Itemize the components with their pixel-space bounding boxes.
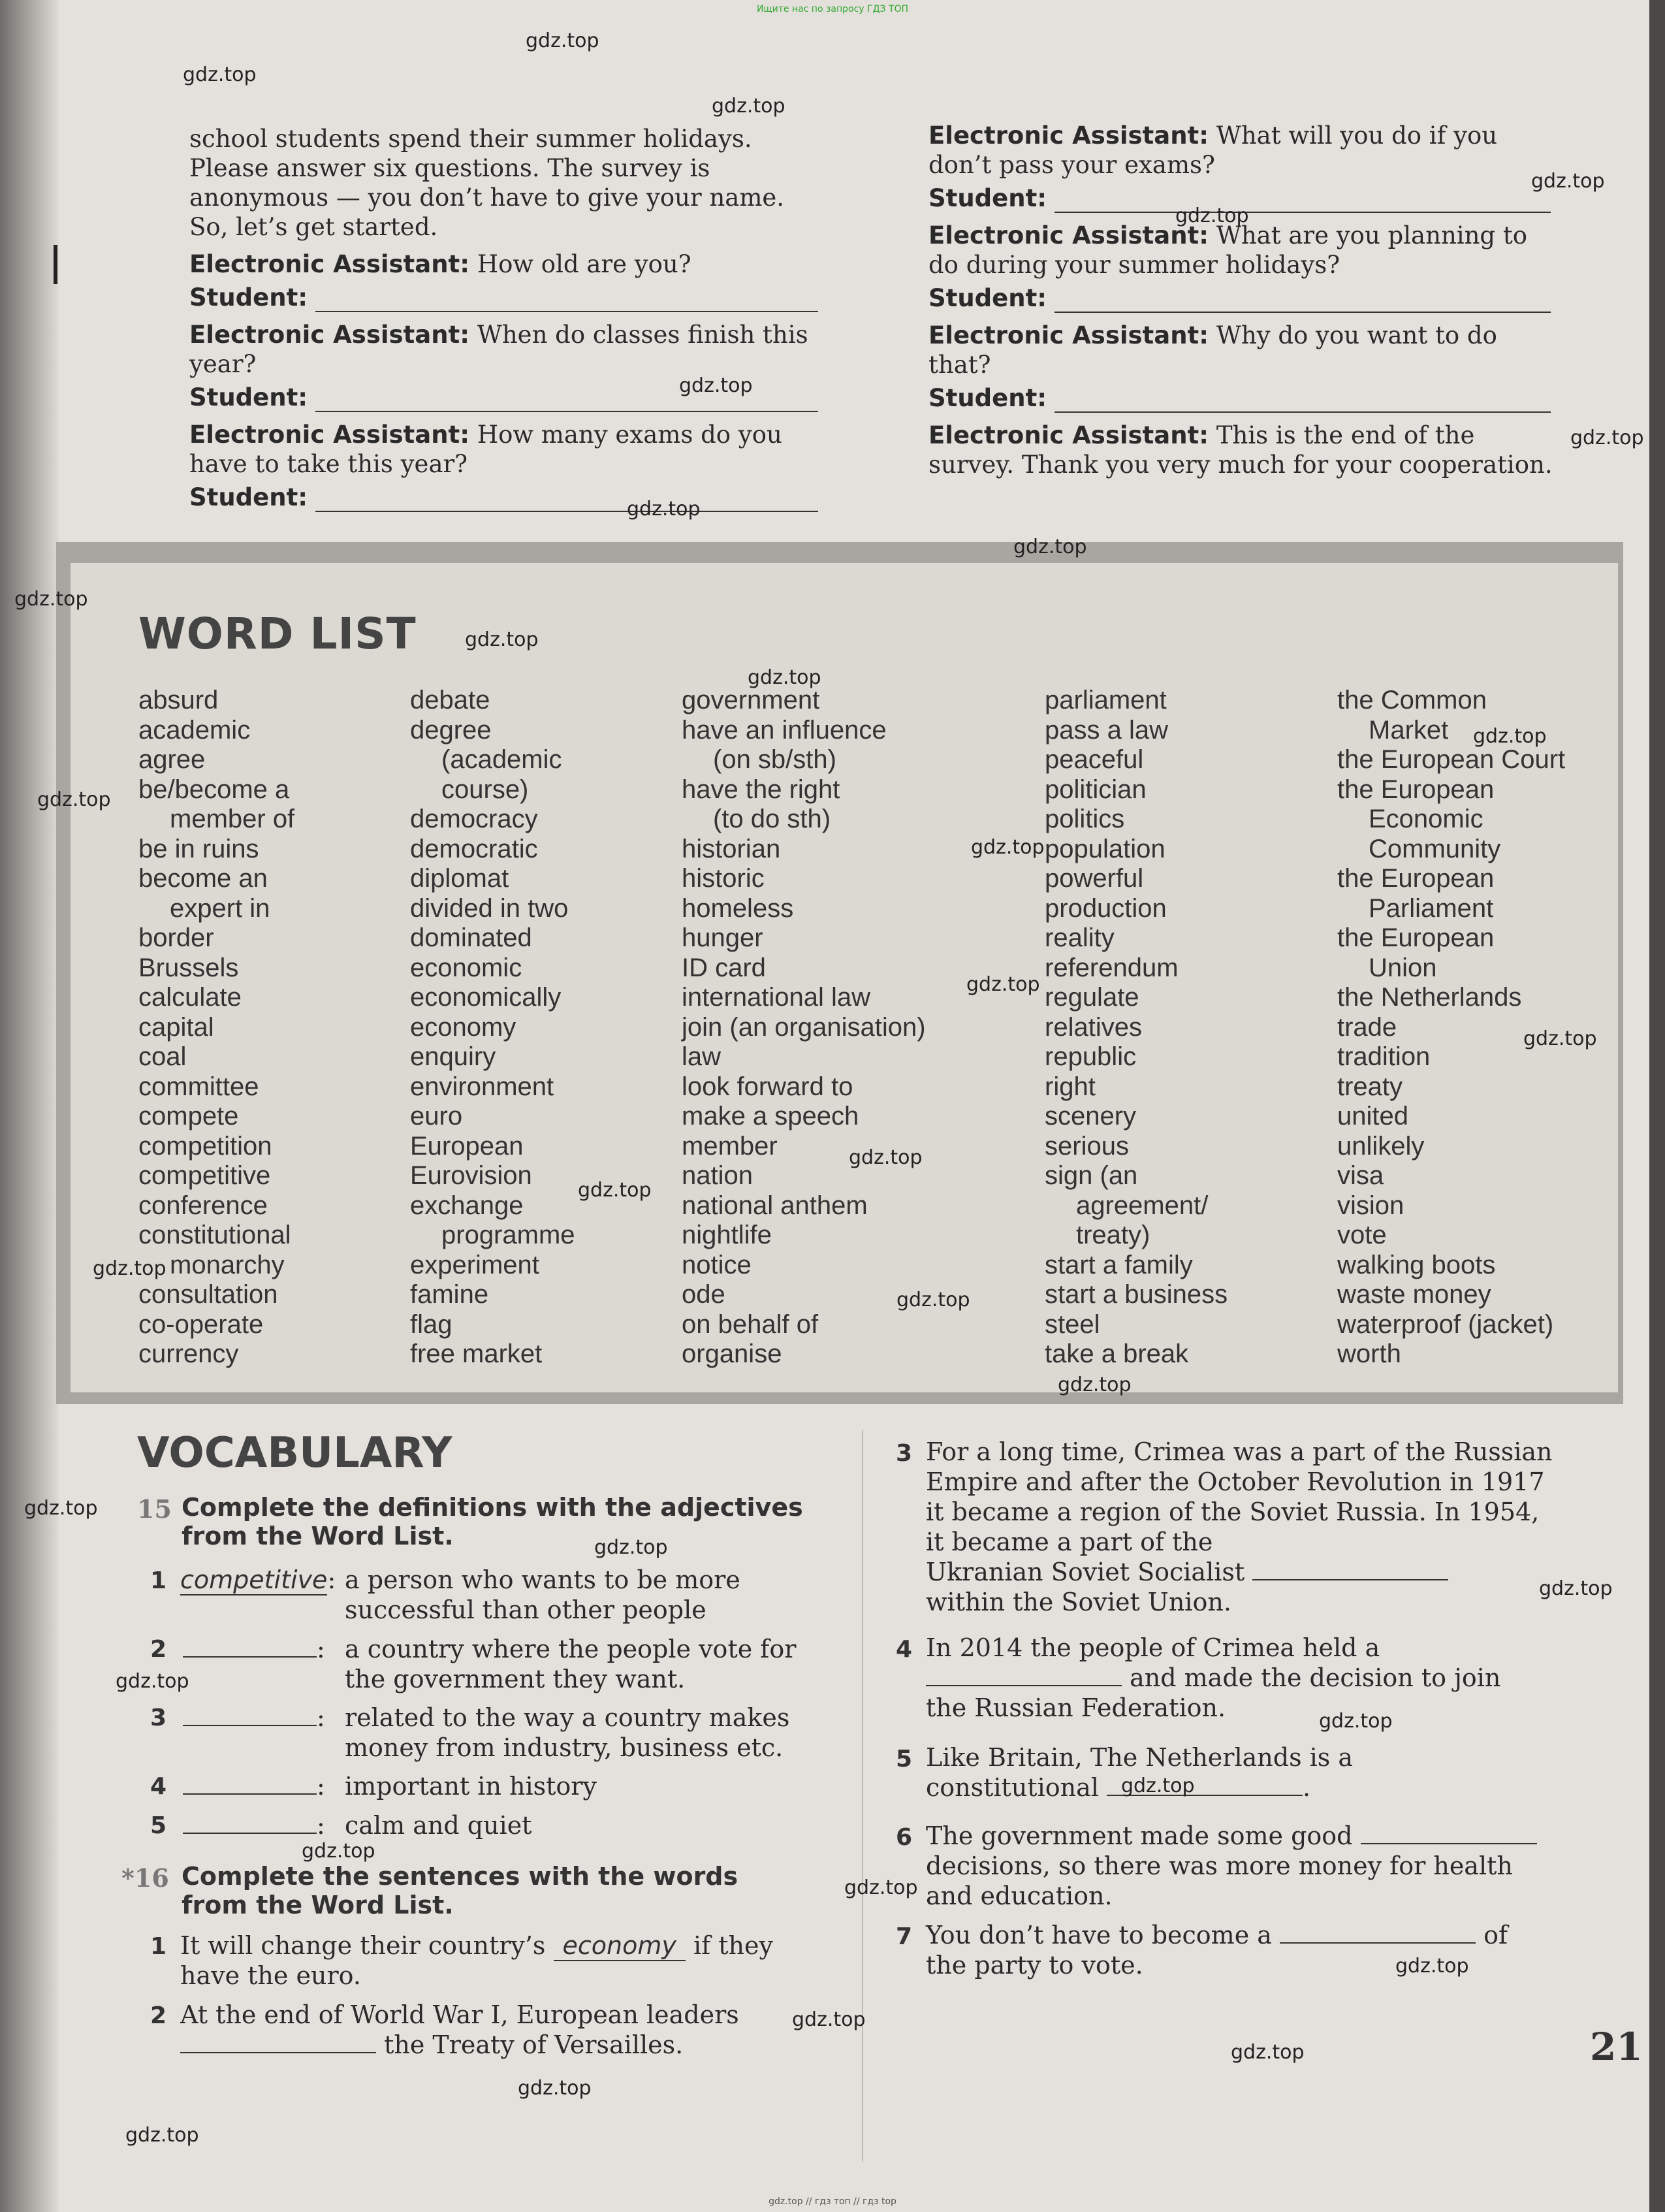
watermark: gdz.top xyxy=(1395,1955,1469,1978)
watermark: gdz.top xyxy=(1231,2041,1305,2064)
answer-line[interactable] xyxy=(1054,291,1551,313)
word-list-entry: be in ruins xyxy=(138,834,259,863)
word-list-entry: calculate xyxy=(138,983,242,1012)
word-list-entry: co-operate xyxy=(138,1309,264,1339)
question-text: How many exams do you have to take this year? xyxy=(189,421,782,478)
word-list-entry: waterproof (jacket) xyxy=(1337,1309,1554,1339)
watermark: gdz.top xyxy=(1473,725,1547,748)
survey-question xyxy=(928,321,1555,413)
word-list-entry: national anthem xyxy=(682,1191,868,1220)
word-list-entry: committee xyxy=(138,1072,259,1101)
sentence-part: constitutional xyxy=(926,1773,1099,1802)
item-number: 5 xyxy=(150,1812,167,1839)
word-list-entry: Union xyxy=(1369,953,1437,982)
word-list-entry: sign (an xyxy=(1045,1161,1138,1190)
word-list-entry: Brussels xyxy=(138,953,239,982)
exercise-16-instruction: Complete the sentences with the words from the Word List. xyxy=(182,1862,738,1919)
word-list-entry: trade xyxy=(1337,1012,1397,1042)
word-list-entry: start a business xyxy=(1045,1280,1228,1309)
definition-text: a person who wants to be more successful than other people xyxy=(345,1565,740,1624)
watermark: gdz.top xyxy=(116,1670,189,1693)
watermark: gdz.top xyxy=(1175,204,1249,227)
word-list-entry: international law xyxy=(682,983,871,1012)
word-list-entry: constitutional xyxy=(138,1221,291,1249)
word-list-entry: treaty) xyxy=(1076,1221,1150,1249)
survey-question xyxy=(189,320,816,412)
word-list-entry: parliament xyxy=(1045,686,1167,714)
sentence-part: the Treaty of Versailles. xyxy=(384,2030,684,2059)
word-list-entry: Eurovision xyxy=(410,1161,532,1190)
answer-line[interactable] xyxy=(926,1664,1122,1686)
word-list-entry: economically xyxy=(410,983,562,1012)
word-list-entry: agreement/ xyxy=(1076,1191,1209,1220)
item-number: 2 xyxy=(150,1636,167,1663)
watermark: gdz.top xyxy=(844,1876,918,1899)
answer-line[interactable] xyxy=(1280,1921,1476,1944)
question-text: What are you planning to do during your summer holidays? xyxy=(928,221,1528,279)
word-list-entry: united xyxy=(1337,1102,1408,1130)
watermark: gdz.top xyxy=(971,836,1045,859)
answer-line[interactable] xyxy=(315,490,818,512)
word-list-entry: historian xyxy=(682,834,781,863)
closing-text: This is the end of the survey. Thank you very much for your cooperation. xyxy=(928,421,1553,479)
item-number: 3 xyxy=(150,1705,167,1731)
sentence-text xyxy=(180,2000,827,2060)
word-list-entry: join (an organisation) xyxy=(682,1012,926,1042)
student-label: Student: xyxy=(928,184,1047,212)
word-list-entry: the Netherlands xyxy=(1337,983,1522,1012)
margin-mark xyxy=(54,245,57,284)
word-list-entry: organise xyxy=(682,1339,782,1368)
watermark: gdz.top xyxy=(594,1536,668,1559)
sentence-part: Ukranian Soviet Socialist xyxy=(926,1558,1245,1586)
word-list-entry: have the right xyxy=(682,775,840,804)
word-list-entry: right xyxy=(1045,1072,1096,1101)
definition-text: a country where the people vote for the government they want. xyxy=(345,1635,797,1693)
sentence-text: Like Britain, The Netherlands is a constitutional . xyxy=(926,1743,1354,1802)
item-number: 4 xyxy=(150,1773,167,1800)
word-list-entry: vote xyxy=(1337,1221,1387,1249)
student-label: Student: xyxy=(189,483,308,511)
word-list-entry: degree xyxy=(410,715,492,745)
word-list-entry: the European xyxy=(1337,775,1495,804)
sentence-part: the party to vote. xyxy=(926,1951,1143,1980)
word-list-entry: (on sb/sth) xyxy=(713,745,836,774)
word-list-entry: Market xyxy=(1369,715,1449,745)
word-list-entry: member xyxy=(682,1131,778,1161)
word-list-entry: expert in xyxy=(170,893,270,923)
watermark: gdz.top xyxy=(37,788,111,811)
word-list-entry: dominated xyxy=(410,923,532,952)
definition-text: related to the way a country makes money from industry, business etc. xyxy=(345,1703,790,1762)
word-list-entry: visa xyxy=(1337,1161,1384,1190)
word-list-entry: debate xyxy=(410,686,490,714)
word-list-entry: reality xyxy=(1045,923,1115,952)
student-label: Student: xyxy=(928,384,1047,412)
survey-closing xyxy=(928,421,1555,479)
sentence-part: For a long time, Crimea was a part of the Russian Empire and after the October Revolution in 1917 it became a region of the Soviet Russia. In 1954, it became a part of the xyxy=(926,1437,1553,1556)
watermark: gdz.top xyxy=(24,1497,98,1520)
watermark: gdz.top xyxy=(966,973,1040,996)
survey-question xyxy=(928,121,1555,213)
watermark: gdz.top xyxy=(1523,1027,1597,1050)
word-list-entry: exchange xyxy=(410,1191,524,1220)
watermark: gdz.top xyxy=(712,95,785,118)
sentence-text xyxy=(926,1821,1553,1911)
survey-left-column xyxy=(189,124,816,520)
word-list-column-4 xyxy=(1045,686,1228,1370)
watermark: gdz.top xyxy=(183,63,257,86)
word-list-entry: historic xyxy=(682,864,765,893)
sentence-part: The government made some good xyxy=(926,1821,1353,1850)
survey-question xyxy=(928,221,1555,313)
word-list-entry: production xyxy=(1045,893,1167,923)
word-list-entry: the European Court xyxy=(1337,745,1566,774)
question-text: How old are you? xyxy=(477,250,691,278)
watermark: gdz.top xyxy=(679,374,753,397)
survey-right-column xyxy=(928,121,1555,487)
watermark: gdz.top xyxy=(526,29,599,52)
sentence-text xyxy=(180,1931,827,1991)
watermark: gdz.top xyxy=(896,1289,970,1311)
speaker-label: Electronic Assistant: xyxy=(928,321,1209,349)
book-spine-shadow xyxy=(0,0,59,2212)
student-label: Student: xyxy=(189,283,308,312)
word-list-entry: academic xyxy=(138,715,251,745)
word-list-entry: walking boots xyxy=(1337,1250,1496,1279)
answer-slot[interactable]: : xyxy=(183,1771,325,1801)
word-list-entry: republic xyxy=(1045,1042,1137,1071)
word-list-entry: ID card xyxy=(682,953,766,982)
sentence-part: of xyxy=(1483,1921,1508,1949)
watermark: gdz.top xyxy=(1121,1774,1195,1797)
answer-line[interactable] xyxy=(1252,1558,1448,1580)
word-list-entry: nightlife xyxy=(682,1221,772,1249)
exercise-15-number: 15 xyxy=(137,1494,172,1524)
word-list-entry: law xyxy=(682,1042,722,1071)
watermark: gdz.top xyxy=(1013,536,1087,558)
word-list-entry: flag xyxy=(410,1309,452,1339)
word-list-entry: vision xyxy=(1337,1191,1404,1220)
word-list-entry: European xyxy=(410,1131,524,1161)
question-text: Why do you want to do that? xyxy=(928,321,1497,379)
watermark: gdz.top xyxy=(1058,1373,1132,1396)
watermark: gdz.top xyxy=(748,666,821,689)
word-list-entry: regulate xyxy=(1045,983,1139,1012)
handwritten-answer[interactable]: economy xyxy=(554,1931,686,1961)
page-edge xyxy=(1649,0,1665,2212)
word-list-entry: waste money xyxy=(1337,1280,1491,1309)
watermark: gdz.top xyxy=(1531,170,1605,193)
watermark: gdz.top xyxy=(578,1179,652,1202)
word-list-entry: conference xyxy=(138,1191,268,1220)
word-list-entry: ode xyxy=(682,1280,725,1309)
word-list-entry: steel xyxy=(1045,1309,1100,1339)
word-list-entry: take a break xyxy=(1045,1339,1189,1368)
word-list-entry: compete xyxy=(138,1102,239,1130)
item-number: 7 xyxy=(896,1923,913,1950)
word-list-column-2 xyxy=(410,686,575,1370)
speaker-label: Electronic Assistant: xyxy=(928,121,1209,150)
word-list-entry: make a speech xyxy=(682,1102,859,1130)
column-divider xyxy=(862,1430,863,2162)
watermark: gdz.top xyxy=(14,588,88,611)
watermark: gdz.top xyxy=(125,2124,199,2147)
word-list-entry: absurd xyxy=(138,686,219,714)
word-list-entry: divided in two xyxy=(410,893,569,923)
answer-line[interactable] xyxy=(315,290,818,312)
answer-line[interactable] xyxy=(1361,1822,1537,1844)
sentence-part: At the end of World War I, European leaders xyxy=(180,2000,739,2029)
speaker-label: Electronic Assistant: xyxy=(928,421,1209,449)
word-list-entry: start a family xyxy=(1045,1250,1193,1279)
word-list-entry: look forward to xyxy=(682,1072,853,1101)
sentence-part: the Russian Federation. xyxy=(926,1693,1226,1722)
answer-slot[interactable]: : xyxy=(183,1634,325,1664)
sentence-part: It will change their country’s xyxy=(180,1931,546,1960)
word-list-entry: politician xyxy=(1045,775,1147,804)
watermark: gdz.top xyxy=(1539,1577,1613,1600)
word-list-entry: notice xyxy=(682,1250,752,1279)
sentence-part: You don’t have to become a xyxy=(926,1921,1272,1949)
word-list-entry: democracy xyxy=(410,805,538,833)
item-number: 6 xyxy=(896,1824,913,1851)
question-text: What will you do if you don’t pass your exams? xyxy=(928,121,1498,179)
word-list-entry: democratic xyxy=(410,834,538,863)
watermark: gdz.top xyxy=(518,2077,592,2100)
item-number: 4 xyxy=(896,1636,913,1663)
watermark: gdz.top xyxy=(792,2008,866,2031)
word-list-entry: enquiry xyxy=(410,1042,496,1071)
exercise-16-number: *16 xyxy=(121,1863,169,1893)
word-list-entry: economic xyxy=(410,953,522,982)
word-list-entry: the Common xyxy=(1337,686,1487,714)
sentence-part: Like Britain, The Netherlands is a xyxy=(926,1743,1354,1772)
item-number: 1 xyxy=(150,1933,167,1960)
answer-slot[interactable]: : xyxy=(183,1810,325,1840)
word-list-entry: hunger xyxy=(682,923,763,952)
word-list-entry: monarchy xyxy=(170,1250,285,1279)
word-list-entry: serious xyxy=(1045,1131,1129,1161)
student-label: Student: xyxy=(928,284,1047,312)
question-text: When do classes finish this year? xyxy=(189,321,808,378)
word-list-entry: agree xyxy=(138,745,206,774)
word-list-entry: competitive xyxy=(138,1161,271,1190)
answer-line[interactable] xyxy=(1054,191,1551,213)
word-list-entry: become an xyxy=(138,864,268,893)
word-list-title: WORD LIST xyxy=(138,609,417,659)
definition-text: important in history xyxy=(345,1772,597,1801)
watermark: gdz.top xyxy=(1319,1710,1393,1733)
page-number: 21 xyxy=(1590,2025,1643,2069)
answer-slot[interactable]: competitive: xyxy=(180,1565,336,1594)
word-list-entry: Parliament xyxy=(1369,893,1494,923)
word-list-entry: environment xyxy=(410,1072,554,1101)
sentence-part: and made the decision to join xyxy=(1130,1663,1501,1692)
handwritten-answer: competitive xyxy=(180,1565,328,1594)
word-list-entry: referendum xyxy=(1045,953,1179,982)
survey-intro: school students spend their summer holidays. Please answer six questions. The survey is anonymous — you don’t have to give your name. So, let’s get started. xyxy=(189,125,785,241)
answer-line[interactable] xyxy=(1054,391,1551,413)
student-label: Student: xyxy=(189,383,308,411)
word-list-entry: experiment xyxy=(410,1250,539,1279)
survey-question xyxy=(189,420,816,512)
watermark: gdz.top xyxy=(849,1146,923,1169)
word-list-entry: free market xyxy=(410,1339,543,1368)
item-number: 3 xyxy=(896,1440,913,1467)
watermark: gdz.top xyxy=(465,628,539,651)
word-list-entry: have an influence xyxy=(682,715,887,745)
word-list-entry: the European xyxy=(1337,864,1495,893)
item-number: 2 xyxy=(150,2002,167,2029)
word-list-entry: consultation xyxy=(138,1280,278,1309)
footer-text: gdz.top // гдз топ // гдз top xyxy=(769,2196,896,2207)
speaker-label: Electronic Assistant: xyxy=(189,321,470,349)
word-list-entry: government xyxy=(682,686,820,714)
sentence-part: if they have the euro. xyxy=(180,1931,773,1990)
word-list-entry: homeless xyxy=(682,893,794,923)
sentence-text xyxy=(926,1633,1553,1723)
word-list-entry: worth xyxy=(1337,1339,1401,1368)
definition-text: calm and quiet xyxy=(345,1811,532,1840)
word-list-entry: Economic xyxy=(1369,805,1483,833)
word-list-entry: relatives xyxy=(1045,1012,1142,1042)
word-list-column-3 xyxy=(682,686,926,1370)
word-list-entry: coal xyxy=(138,1042,187,1071)
speaker-label: Electronic Assistant: xyxy=(189,250,470,278)
watermark: gdz.top xyxy=(627,498,701,521)
word-list-entry: (to do sth) xyxy=(713,805,831,833)
word-list-entry: unlikely xyxy=(1337,1131,1425,1161)
word-list-entry: pass a law xyxy=(1045,715,1168,745)
speaker-label: Electronic Assistant: xyxy=(189,421,470,449)
word-list-entry: nation xyxy=(682,1161,753,1190)
answer-line[interactable] xyxy=(180,2031,376,2053)
word-list-entry: capital xyxy=(138,1012,214,1042)
word-list-entry: on behalf of xyxy=(682,1309,819,1339)
header-text: Ищите нас по запросу ГДЗ ТОП xyxy=(756,4,909,14)
word-list-entry: euro xyxy=(410,1102,463,1130)
sentence-part: decisions, so there was more money for health and education. xyxy=(926,1851,1513,1910)
word-list-entry: competition xyxy=(138,1131,272,1161)
word-list-entry: famine xyxy=(410,1280,489,1309)
answer-slot[interactable]: : xyxy=(183,1703,325,1733)
sentence-part: within the Soviet Union. xyxy=(926,1588,1231,1616)
word-list-entry: peaceful xyxy=(1045,745,1144,774)
word-list-entry: (academic xyxy=(441,745,562,774)
watermark: gdz.top xyxy=(302,1840,375,1863)
sentence-part: In 2014 the people of Crimea held a xyxy=(926,1633,1380,1662)
exercise-15-instruction: Complete the definitions with the adjectives from the Word List. xyxy=(182,1493,803,1550)
word-list-entry: treaty xyxy=(1337,1072,1403,1101)
word-list-entry: programme xyxy=(441,1221,575,1249)
word-list-entry: powerful xyxy=(1045,864,1144,893)
word-list-entry: population xyxy=(1045,834,1166,863)
survey-question xyxy=(189,249,816,312)
word-list-entry: member of xyxy=(170,805,295,833)
item-number: 5 xyxy=(896,1746,913,1772)
word-list-entry: scenery xyxy=(1045,1102,1137,1130)
word-list-entry: politics xyxy=(1045,805,1125,833)
word-list-entry: diplomat xyxy=(410,864,509,893)
word-list-entry: Community xyxy=(1369,834,1501,863)
item-number: 1 xyxy=(150,1567,167,1594)
word-list-entry: border xyxy=(138,923,214,952)
word-list-entry: course) xyxy=(441,775,529,804)
vocabulary-title: VOCABULARY xyxy=(137,1429,452,1477)
watermark: gdz.top xyxy=(93,1257,166,1280)
word-list-entry: currency xyxy=(138,1339,239,1368)
word-list-entry: tradition xyxy=(1337,1042,1431,1071)
word-list-entry: be/become a xyxy=(138,775,290,804)
speaker-label: Electronic Assistant: xyxy=(928,221,1209,249)
word-list-entry: the European xyxy=(1337,923,1495,952)
sentence-text xyxy=(926,1437,1553,1617)
watermark: gdz.top xyxy=(1570,426,1644,449)
word-list-entry: economy xyxy=(410,1012,516,1042)
